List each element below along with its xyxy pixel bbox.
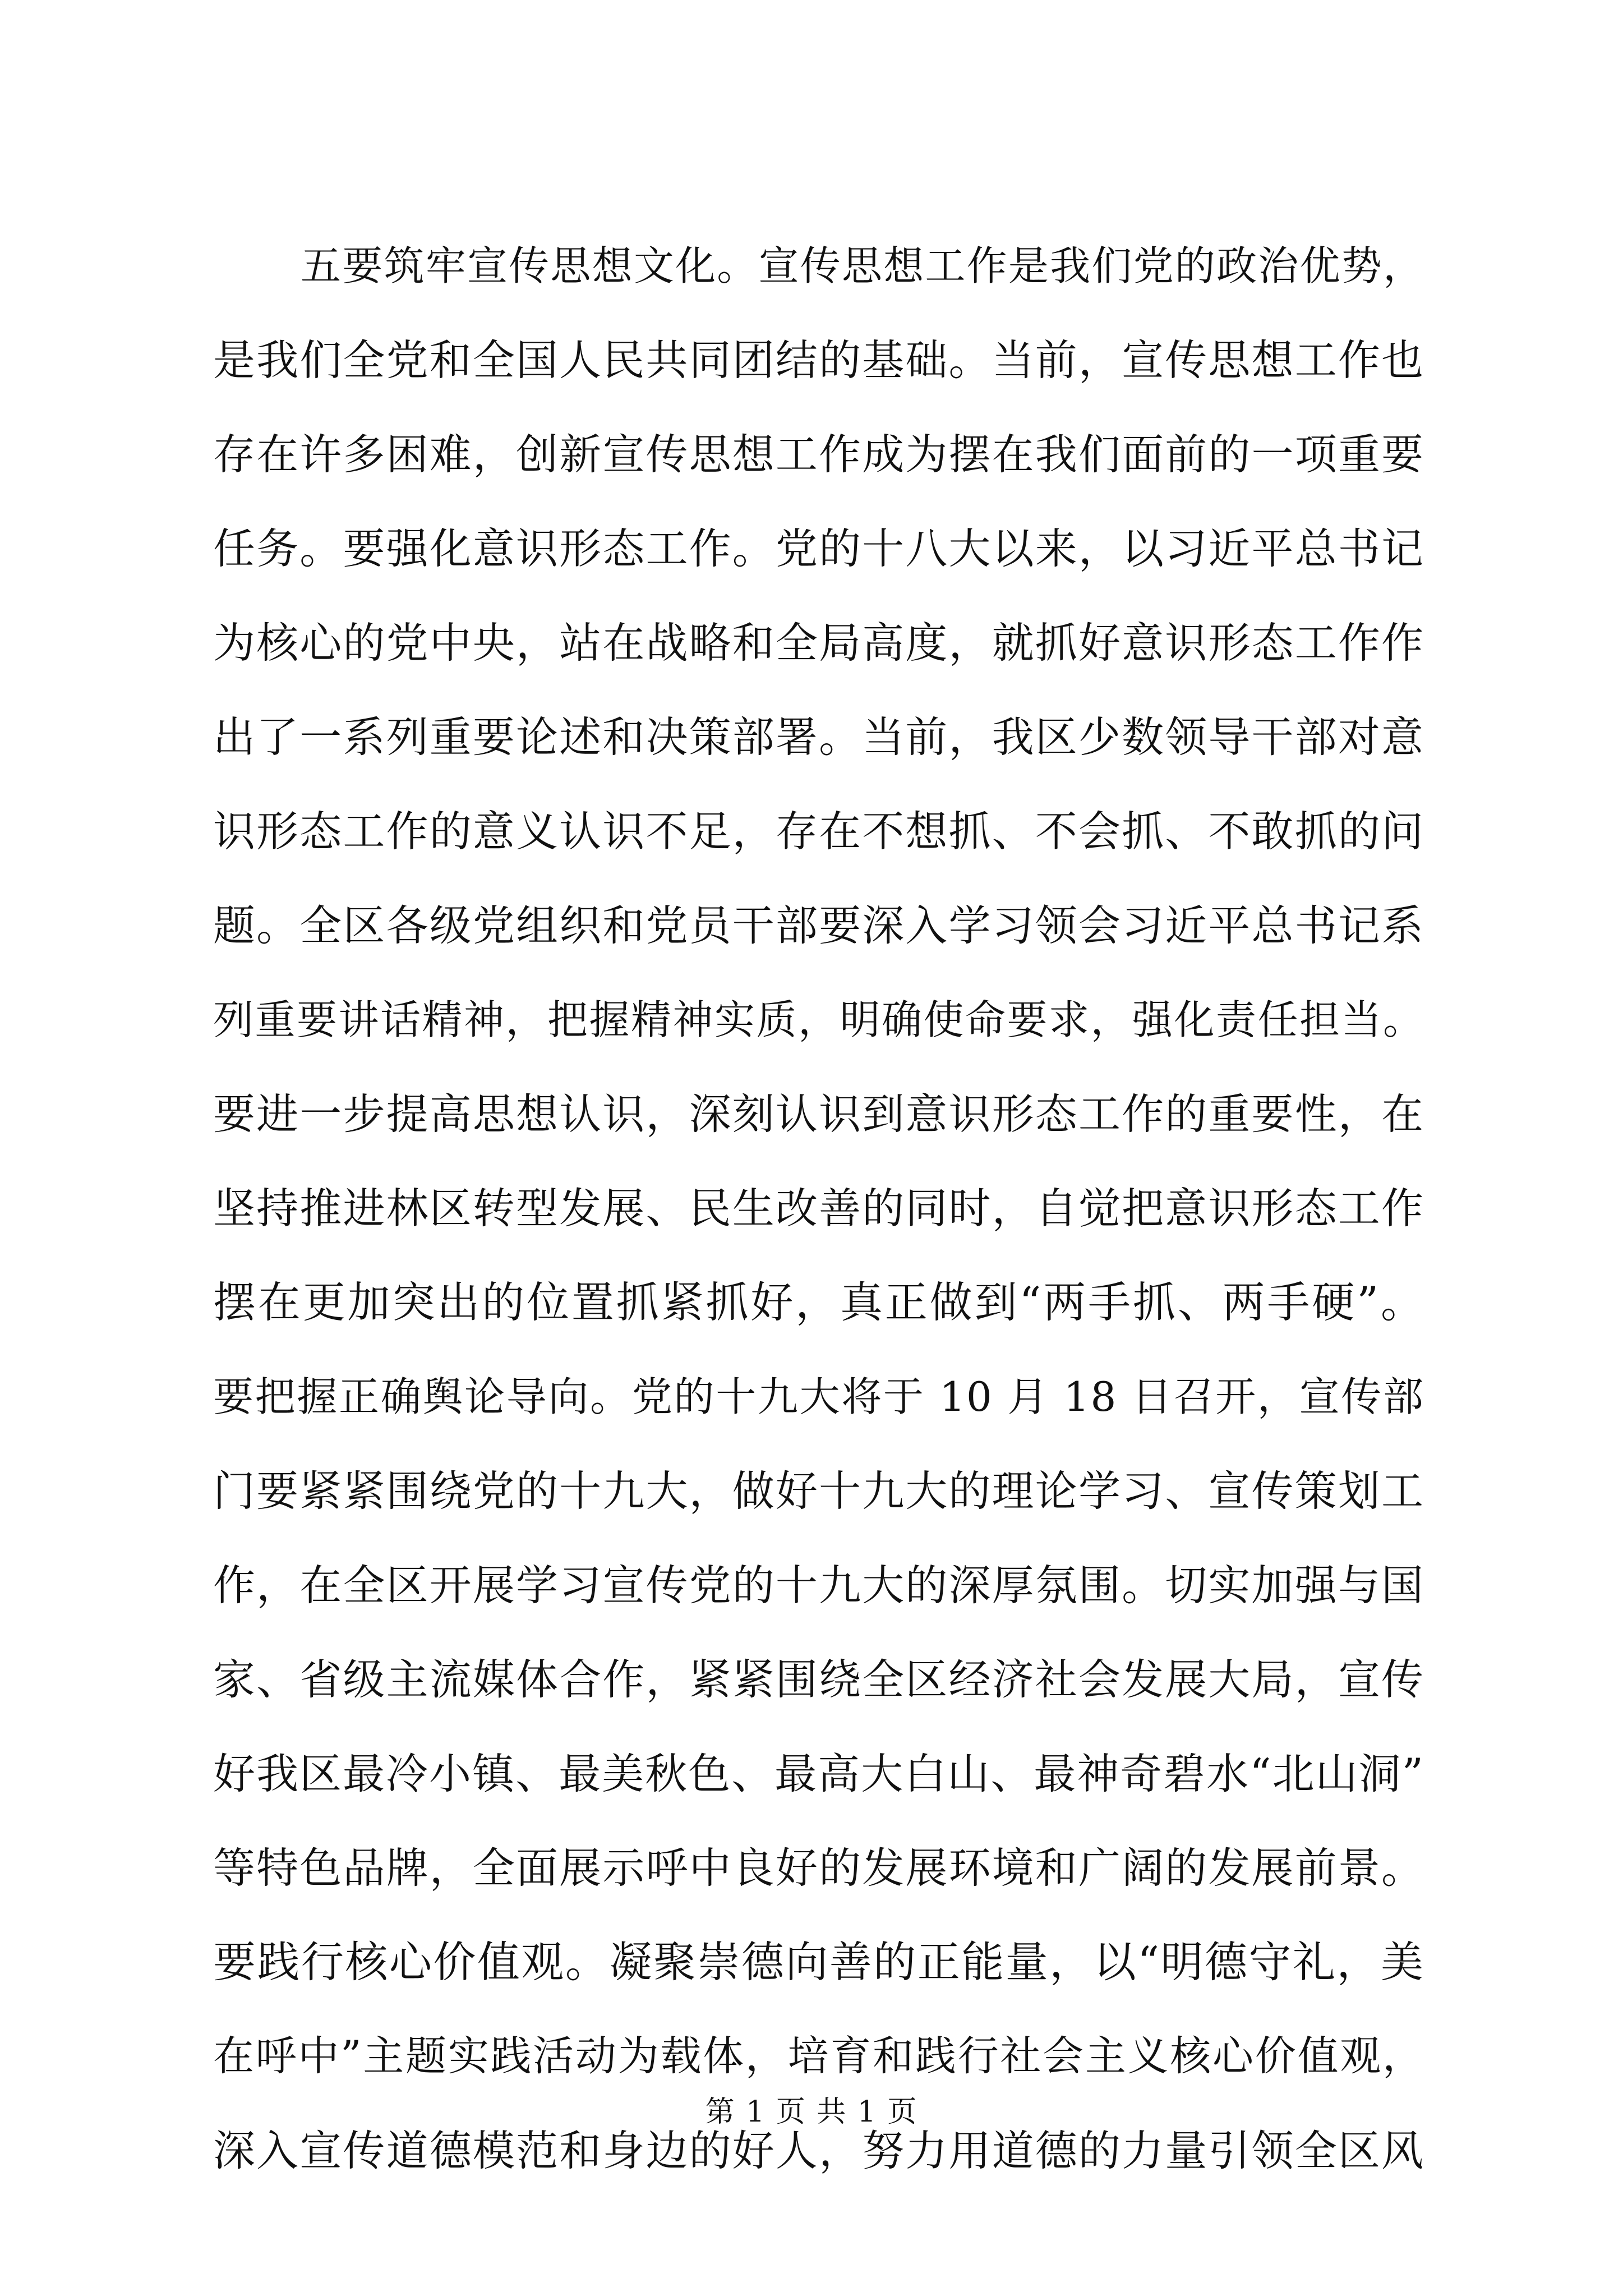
text-line: 家、省级主流媒体合作，紧紧围绕全区经济社会发展大局，宣传 [213,1655,1424,1704]
page-footer [0,2092,1623,2132]
text-line: 任务。要强化意识形态工作。党的十八大以来，以习近平总书记 [213,524,1424,573]
text-line: 是我们全党和全国人民共同团结的基础。当前，宣传思想工作也 [213,335,1424,385]
text-line: 出了一系列重要论述和决策部署。当前，我区少数领导干部对意 [213,712,1424,762]
text-line: 识形态工作的意义认识不足，存在不想抓、不会抓、不敢抓的问 [213,807,1424,856]
text-line: 等特色品牌，全面展示呼中良好的发展环境和广阔的发展前景。 [213,1843,1424,1893]
page-number-label: 第 1 页 共 1 页 [705,2095,918,2129]
text-line: 要进一步提高思想认识，深刻认识到意识形态工作的重要性，在 [213,1089,1424,1139]
text-line: 摆在更加突出的位置抓紧抓好，真正做到“两手抓、两手硬”。 [213,1277,1424,1327]
text-line: 在呼中”主题实践活动为载体，培育和践行社会主义核心价值观， [213,2032,1424,2080]
text-line: 门要紧紧围绕党的十九大，做好十九大的理论学习、宣传策划工 [213,1466,1424,1516]
text-line: 题。全区各级党组织和党员干部要深入学习领会习近平总书记系 [213,901,1424,950]
text-line: 好我区最冷小镇、最美秋色、最高大白山、最神奇碧水“北山洞” [213,1749,1424,1798]
text-line: 列重要讲话精神，把握精神实质，明确使命要求，强化责任担当。 [213,996,1424,1043]
text-line: 为核心的党中央，站在战略和全局高度，就抓好意识形态工作作 [213,618,1424,668]
text-line: 存在许多困难，创新宣传思想工作成为摆在我们面前的一项重要 [213,430,1424,479]
text-line: 深入宣传道德模范和身边的好人，努力用道德的力量引领全区风 [213,2126,1424,2175]
text-line: 作，在全区开展学习宣传党的十九大的深厚氛围。切实加强与国 [213,1561,1424,1610]
text-line: 要践行核心价值观。凝聚崇德向善的正能量，以“明德守礼，美 [213,1937,1424,1987]
body-paragraph [213,219,1424,2198]
text-line: 坚持推进林区转型发展、民生改善的同时，自觉把意识形态工作 [213,1184,1424,1233]
text-line: 要把握正确舆论导向。党的十九大将于 10 月 18 日召开，宣传部 [213,1373,1424,1420]
text-line: 五要筑牢宣传思想文化。宣传思想工作是我们党的政治优势， [301,242,1424,289]
